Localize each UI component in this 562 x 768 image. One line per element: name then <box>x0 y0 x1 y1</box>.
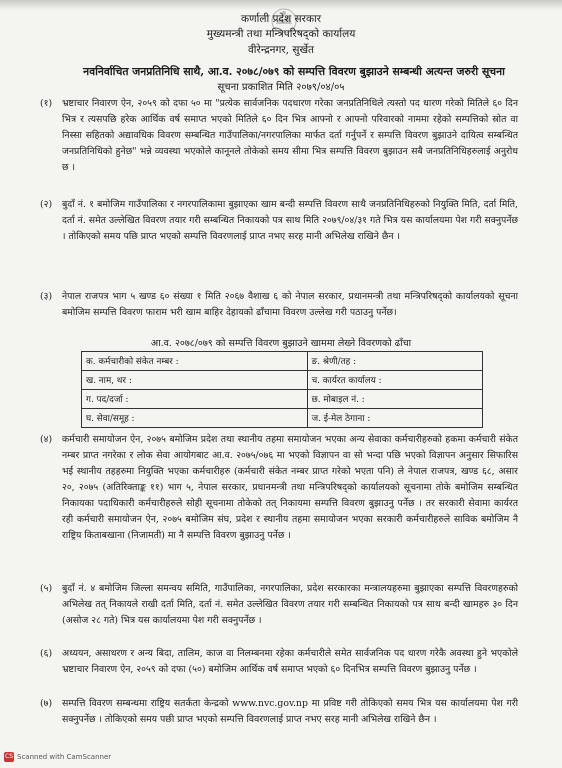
paragraph-1: भ्रष्टाचार निवारण ऐन, २०५९ को दफा ५० मा "प्रत्येक सार्वजनिक पदधारण गरेका जनप्रतिनिधिले त्यस्तो पद धारण गरेको मितिले ६० दिन भित्र र त्यसपछि हरेक आर्थिक वर्ष समाप्त भएको मितिले ६० दिन भित्र आफ्नो र आफ्नो परिवारको नाममा रहेको सम्पत्तिको स्रोत वा निस्सा सहितको अद्यावधिक विवरण सम्बन्धित गाउँपालिका/नगरपालिका मार्फत दर्ता गर्नुपर्ने र सम्पत्ति विवरण बुझाउने दायित्व सम्बन्धित जनप्रतिनिधिको हुनेछ" भन्ने व्यवस्था भएकोले कानूनले तोकेको समय सीमा भित्र सम्पत्ति विवरण बुझाउन सबै जनप्रतिनिधिहरुलाई अनुरोध छ । <box>62 98 518 173</box>
table-row <box>82 409 483 428</box>
paragraph-number: (६) <box>40 648 53 659</box>
paragraph-7: सम्पत्ति विवरण सम्बन्धमा राष्ट्रिय सतर्कता केन्द्रको www.nvc.gov.np मा प्रविष्ट गरी तोकिएको समय भित्र यस कार्यालयमा पेश गरी सक्नुपर्नेछ । तोकिएको समय पछी प्राप्त भएको सम्पत्ति विवरणलाई प्राप्त नभए सरह मानी अभिलेख राखिने छैन । <box>62 698 518 725</box>
paragraph-number: (५) <box>40 583 53 594</box>
paragraph-6: अध्ययन, असाधरण र अन्य बिदा, तालिम, काज वा निलम्बनमा रहेका कर्मचारीले समेत सार्वजनिक पद धारण गरेकै अवस्था हुने भएकोले भ्रष्टाचार निवारण ऐन, २०५९ को दफा (५०) बमोजिम आर्थिक वर्ष समाप्त भएको ६० दिनभित्र सम्पत्ति विवरण बुझाउनु पर्नेछ । <box>62 648 518 675</box>
table-row <box>82 390 483 409</box>
paragraph-2: बुदाँ नं. १ बमोजिम गाउँपालिका र नगरपालिकामा बुझाएका खाम बन्दी सम्पत्ति विवरण साथै जनप्रतिनिधिहरुको नियुक्ति मिति, दर्ता मिति, दर्ता नं. समेत उल्लेखित विवरण तयार गरी सम्बन्धित निकायको पत्र साथ मिति २०७९/०४/३१ गते भित्र यस कार्यालयमा पेश गरी सक्नुपर्नेछ । तोकिएको समय पछि प्राप्त भएको सम्पत्ति विवरणलाई प्राप्त नभए सरह मानी अभिलेख राखिने छैन । <box>62 199 518 242</box>
notice-title: नवनिर्वाचित जनप्रतिनिधि साथै, आ.व. २०७८/०७९ को सम्पत्ति विवरण बुझाउने सम्बन्धी अत्यन्त जरुरी सूचना <box>83 65 505 78</box>
table-cell: ख. नाम, थर : <box>82 371 308 390</box>
paragraph-number: (१) <box>40 98 53 109</box>
paragraph-number: (४) <box>40 434 53 445</box>
paragraph-number: (७) <box>40 698 53 709</box>
envelope-table-title: आ.व. २०७८/०७९ को सम्पत्ति विवरण बुझाउने खाममा लेख्ने विवरणको ढाँचा <box>150 338 412 349</box>
paragraph-5: बुदाँ नं. ४ बमोजिम जिल्ला समन्वय समिति, गाउँपालिका, नगरपालिका, प्रदेश सरकारका मन्त्रालयहरुमा बुझाएका सम्पत्ति विवरणहरुको अभिलेख तत् निकायले राखी दर्ता मिति, दर्ता नं. समेत उल्लेखित विवरण तयार गरी सम्बन्धित निकायको पत्र साथ बन्दी खामहरु ३० दिन (असोज २८ गते) भित्र यस कार्यालयमा पेश गरी सक्नुपर्नेछ । <box>62 583 518 626</box>
camscanner-logo-icon: CS <box>5 753 13 760</box>
table-cell: ज. ई-मेल ठेगाना : <box>307 409 482 428</box>
scanner-watermark-text: Scanned with CamScanner <box>17 753 112 761</box>
header-office: मुख्यमन्त्री तथा मन्त्रिपरिषद्को कार्यालय <box>206 28 356 40</box>
table-cell: ग. पद/दर्जा : <box>82 390 308 409</box>
paragraph-4: कर्मचारी समायोजन ऐन, २०७५ बमोजिम प्रदेश तथा स्थानीय तहमा समायोजन भएका अन्य सेवाका कर्मचारीहरुको हकमा कर्मचारी संकेत नम्बर प्राप्त नगरेका र लोक सेवा आयोगबाट आ.व. २०७५/०७६ मा भएको विज्ञापन वा सो भन्दा पछि भएको विज्ञापन अनुसार सिफारिस भई स्थानीय तहहरुमा नियुक्ति भएका कर्मचारीहरु (कर्मचारी संकेत नम्बर प्राप्त गरेको भएता पनि) ले नेपाल राजपत्र, खण्ड ६८, असार २०, २०७५ (अतिरिक्ताङ्क ११) भाग ५, नेपाल सरकार, प्रधानमन्त्री तथा मन्त्रिपरिषद्को कार्यालयको सूचनामा तोके बमोजिम सम्बन्धित निकायका पदाधिकारी कर्मचारीहरुले सोही सूचनामा तोकेको तत् निकायमा सम्पत्ति विवरण बुझाउनु पर्नेछ । तर सरकारी सेवामा कार्यरत रही कर्मचारी समायोजन ऐन, २०७५ बमोजिम संघ, प्रदेश र स्थानीय तहमा समायोजन भएका सरकारी कर्मचारीहरुले साविक बमोजिम नै राष्ट्रिय किताबखाना (निजामती) मा नै सम्पत्ति विवरण बुझाउनु पर्नेछ । <box>62 434 518 541</box>
table-row <box>82 371 483 390</box>
table-cell: क. कर्मचारीको संकेत नम्बर : <box>82 352 308 371</box>
envelope-format-table <box>81 351 483 428</box>
notice-date: सूचना प्रकाशित मिति २०७९/०४/०५ <box>217 82 345 93</box>
table-cell: ङ. श्रेणी/तह : <box>307 352 482 371</box>
table-row <box>82 352 483 371</box>
table-cell: च. कार्यरत कार्यालय : <box>307 371 482 390</box>
table-cell: छ. मोबाइल नं. : <box>307 390 482 409</box>
paragraph-number: (३) <box>40 291 53 302</box>
paragraph-3: नेपाल राजपत्र भाग ५ खण्ड ६० संख्या १ मिति २०६७ वैशाख ६ को नेपाल सरकार, प्रधानमन्त्री तथा मन्त्रिपरिषद्को कार्यालयको सूचना बमोजिम सम्पत्ति विवरण फाराम भरी खाम बाहिर देहायको ढाँचामा विवरण उल्लेख गरी पठाउनु पर्नेछ। <box>62 291 518 318</box>
header-province: कर्णाली प्रदेश सरकार <box>240 13 322 25</box>
scanner-watermark <box>4 752 111 762</box>
table-cell: घ. सेवा/समूह : <box>82 409 308 428</box>
paragraph-number: (२) <box>40 199 53 210</box>
header-location: वीरेन्द्रनगर, सुर्खेत <box>247 44 315 56</box>
